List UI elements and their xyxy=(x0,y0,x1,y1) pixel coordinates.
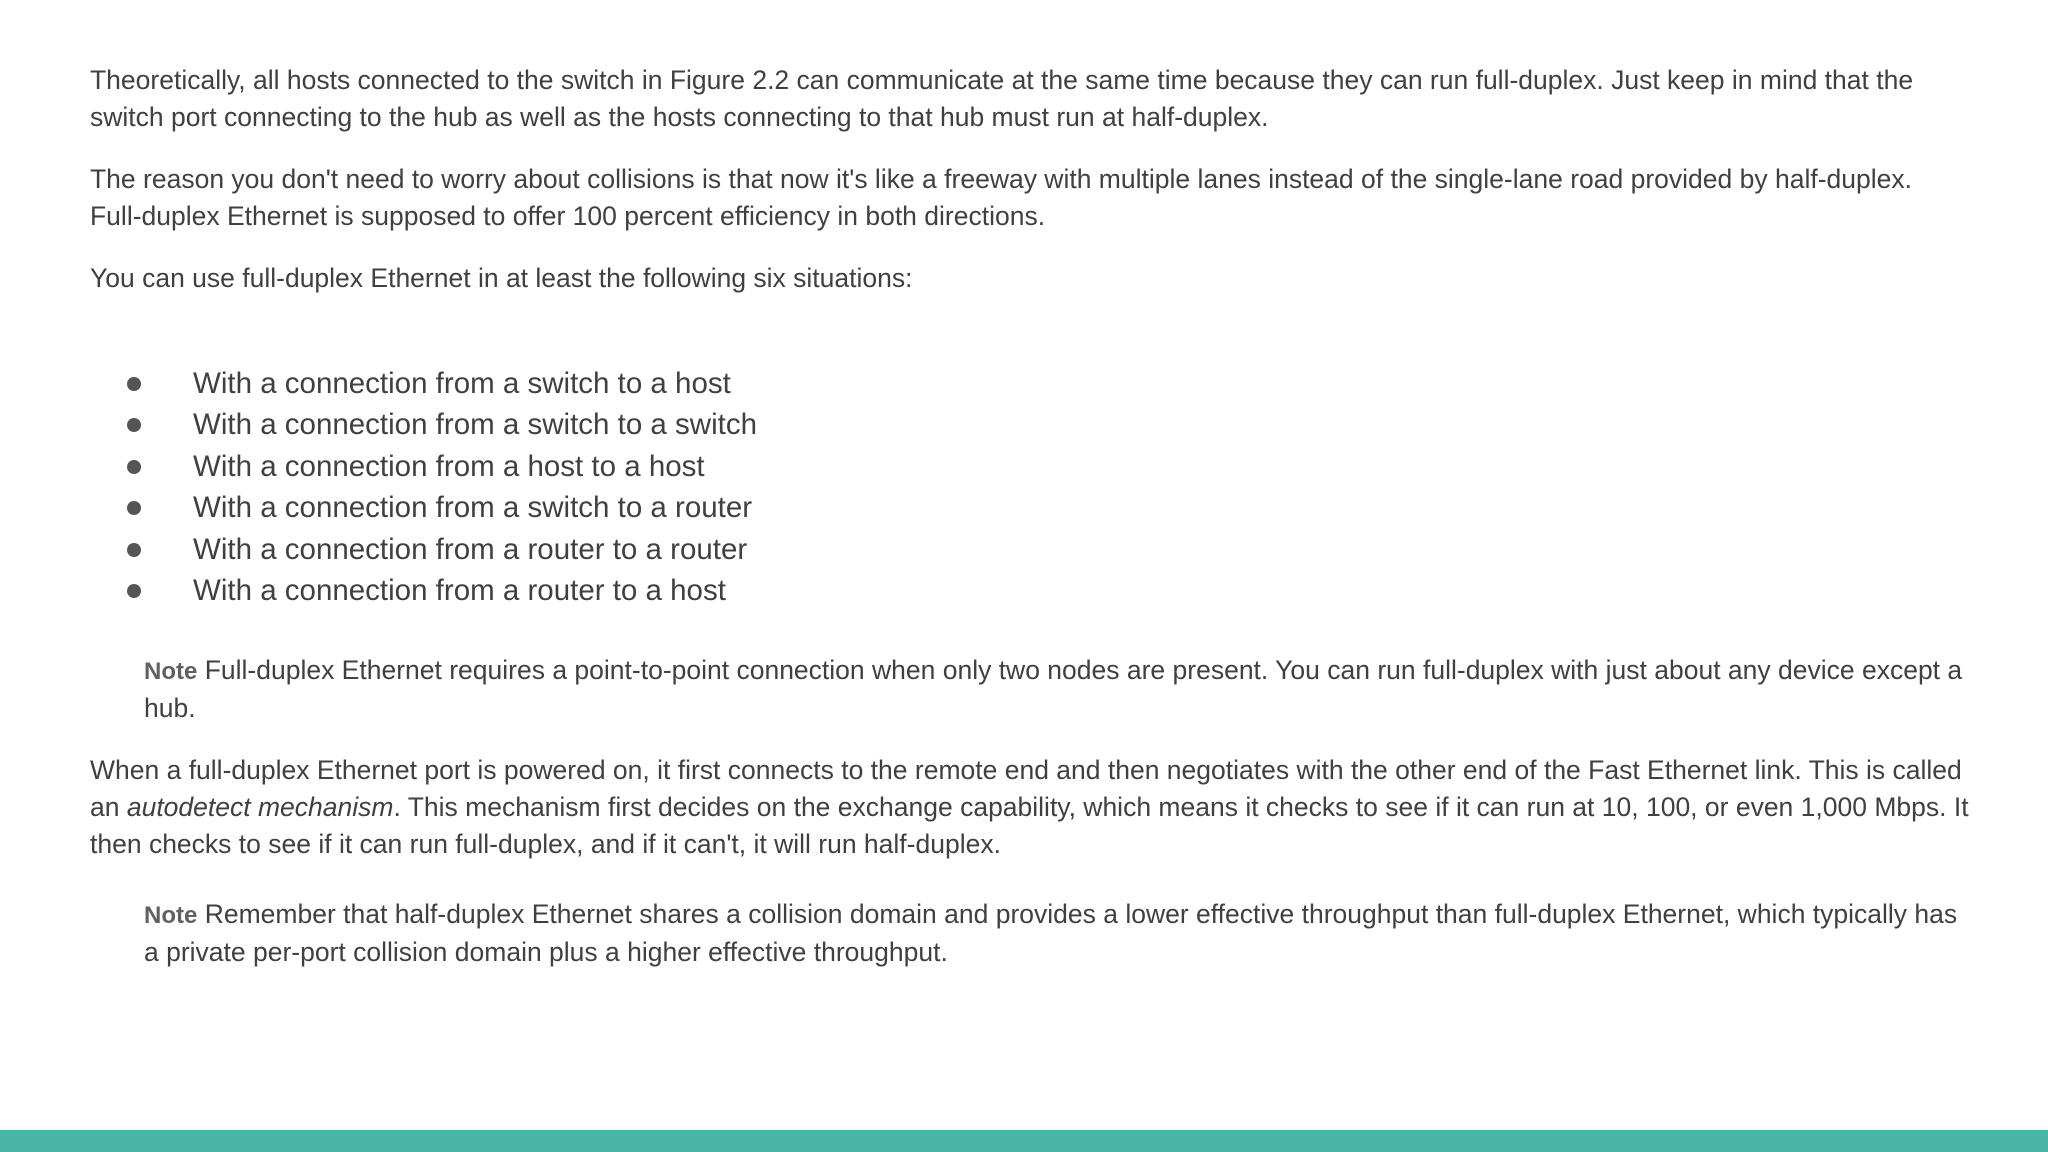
paragraph-text: When a full-duplex Ethernet port is powered on, it first connects to the remote end and then negotiates with the other end of the Fast Ethernet link. This is called an xyxy=(90,755,1962,823)
paragraph-autodetect xyxy=(90,752,1970,863)
list-item xyxy=(90,529,1970,570)
paragraph-collisions: The reason you don't need to worry about collisions is that now it's like a freeway with multiple lanes instead of the single-lane road provided by half-duplex. Full-duplex Ethernet is supposed to offer 100 percent efficiency in both directions. xyxy=(90,164,1912,231)
paragraph-text: . This mechanism first decides on the exchange capability, which means it checks to see if it can run at 10, 100, or even 1,000 Mbps. It then checks to see if it can run full-duplex, and if it can't, it will run half-duplex. xyxy=(90,792,1969,860)
autodetect-term: autodetect mechanism xyxy=(126,792,394,823)
bullet-icon xyxy=(127,418,141,432)
note-label: Note xyxy=(144,902,198,930)
footer-bar xyxy=(0,1130,2048,1152)
list-item xyxy=(90,446,1970,487)
list-item xyxy=(90,404,1970,445)
list-item xyxy=(90,570,1970,611)
list-item-text: With a connection from a switch to a switch xyxy=(193,408,758,442)
list-item-text: With a connection from a host to a host xyxy=(193,449,705,483)
list-item xyxy=(90,363,1970,404)
paragraph-full-duplex-hosts: Theoretically, all hosts connected to the switch in Figure 2.2 can communicate at the same time because they can run full-duplex. Just keep in mind that the switch port connecting to the hub as well as the hosts connecting to that hub must run at half-duplex. xyxy=(90,65,1914,132)
list-item-text: With a connection from a switch to a host xyxy=(193,367,731,400)
list-item xyxy=(90,487,1970,528)
situations-list xyxy=(90,363,1970,611)
bullet-icon xyxy=(127,584,141,598)
list-item-text: With a connection from a switch to a router xyxy=(193,491,753,525)
note-point-to-point xyxy=(144,652,1970,727)
list-item-text: With a connection from a router to a host xyxy=(193,574,726,608)
bullet-icon xyxy=(127,543,141,557)
note-text: Remember that half-duplex Ethernet shares a collision domain and provides a lower effective throughput than full-duplex Ethernet, which typically has a private per-port collision domain plus a higher effective throughput. xyxy=(144,899,1958,968)
bullet-icon xyxy=(127,460,141,474)
bullet-icon xyxy=(127,501,141,515)
paragraph-six-situations: You can use full-duplex Ethernet in at least the following six situations: xyxy=(90,263,913,293)
document-page xyxy=(90,62,1970,971)
bullet-icon xyxy=(127,377,141,391)
list-item-text: With a connection from a router to a router xyxy=(193,532,748,566)
note-collision-domain xyxy=(144,896,1970,971)
note-text: Full-duplex Ethernet requires a point-to-point connection when only two nodes are present. You can run full-duplex with just about any device except a hub. xyxy=(144,655,1963,724)
note-label: Note xyxy=(144,658,198,686)
